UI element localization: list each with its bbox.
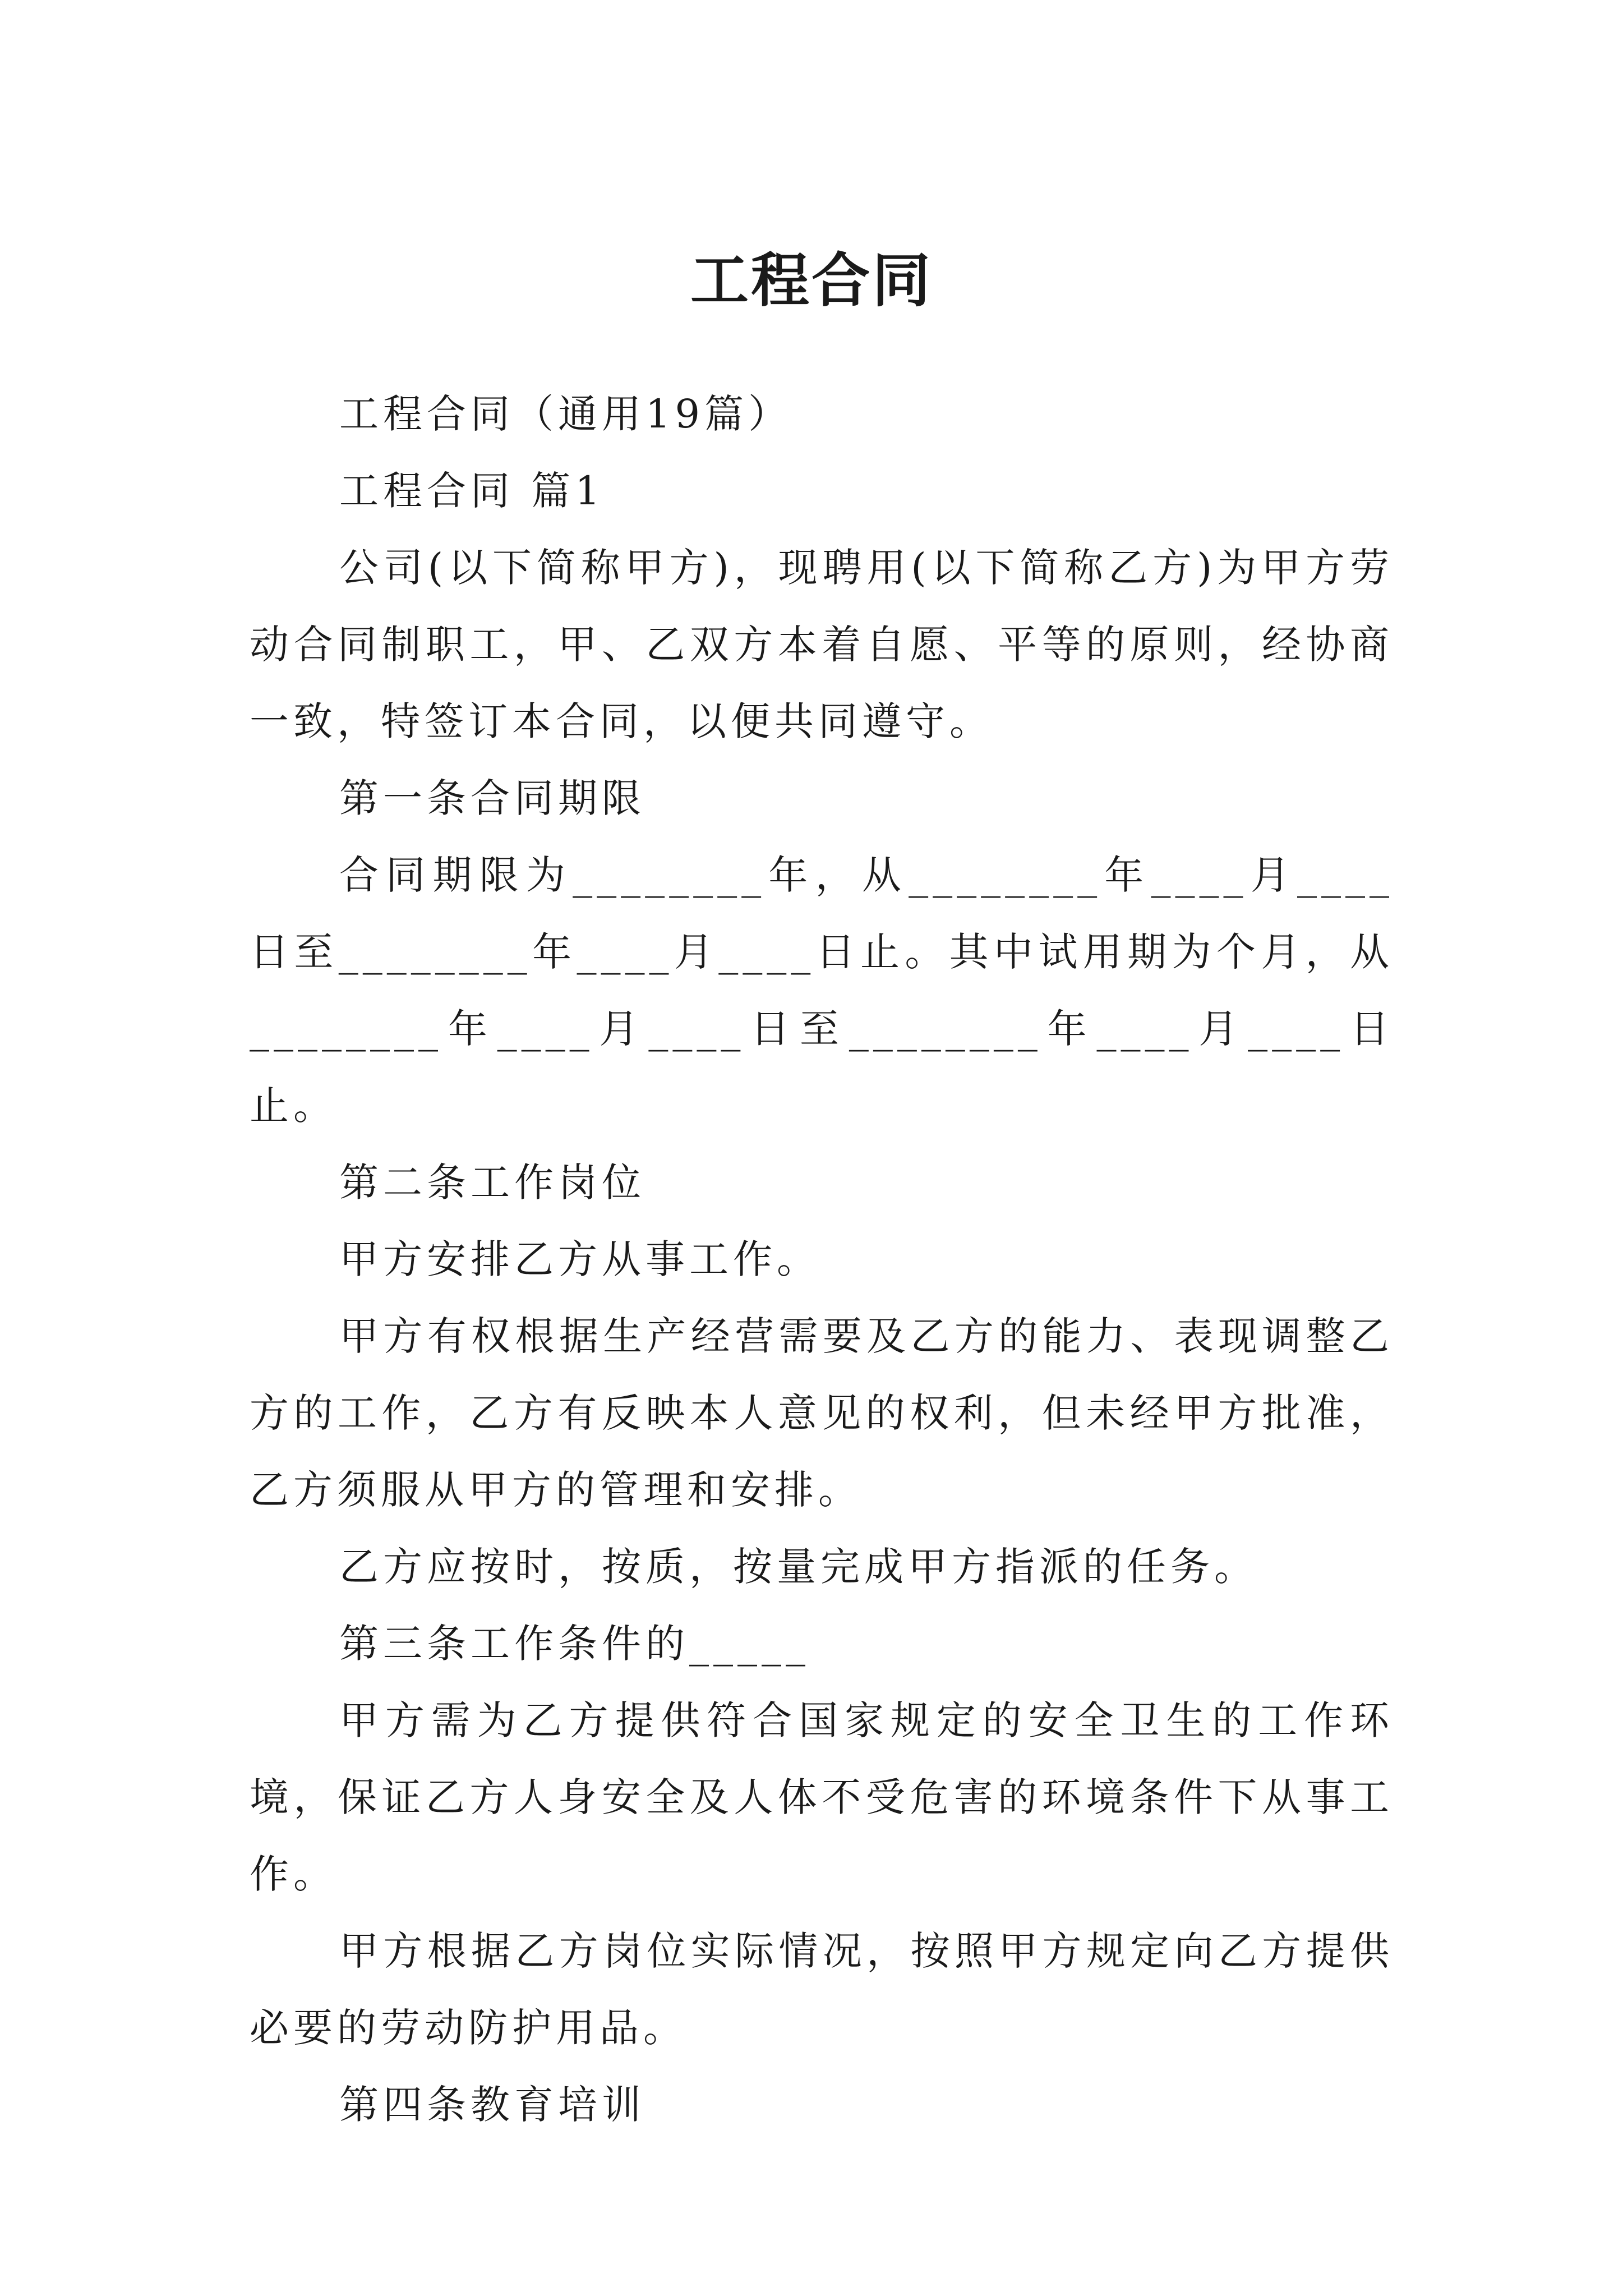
clause-3-text-1: 甲方需为乙方提供符合国家规定的安全卫生的工作环境，保证乙方人身安全及人体不受危害的环境条件下从事工作。 <box>250 1697 1394 1897</box>
paragraph-intro: 公司(以下简称甲方)，现聘用(以下简称乙方)为甲方劳动合同制职工，甲、乙双方本着自愿、平等的原则，经协商一致，特签订本合同，以便共同遵守。 <box>250 545 1394 744</box>
document-title: 工程合同 <box>690 245 933 315</box>
clause-2-text-1: 甲方安排乙方从事工作。 <box>339 1236 820 1282</box>
clause-2-heading: 第二条工作岗位 <box>339 1159 645 1205</box>
paragraph-subtitle: 工程合同（通用19篇） <box>339 391 792 437</box>
clause-2-text-3: 乙方应按时，按质，按量完成甲方指派的任务。 <box>339 1544 1258 1590</box>
clause-4-heading: 第四条教育培训 <box>339 2082 645 2128</box>
clause-1-heading: 第一条合同期限 <box>339 775 645 821</box>
paragraph-section-heading: 工程合同 篇1 <box>339 468 605 514</box>
document-body <box>250 376 1394 2143</box>
clause-1-text: 合同期限为________年，从________年____月____日至________年____月____日止。其中试用期为个月，从________年____月____日至________年____月____日止。 <box>250 852 1394 1129</box>
clause-2-text-2: 甲方有权根据生产经营需要及乙方的能力、表现调整乙方的工作，乙方有反映本人意见的权利，但未经甲方批准，乙方须服从甲方的管理和安排。 <box>250 1313 1394 1513</box>
clause-3-text-2: 甲方根据乙方岗位实际情况，按照甲方规定向乙方提供必要的劳动防护用品。 <box>250 1928 1394 2051</box>
clause-3-heading: 第三条工作条件的_____ <box>339 1621 810 1667</box>
